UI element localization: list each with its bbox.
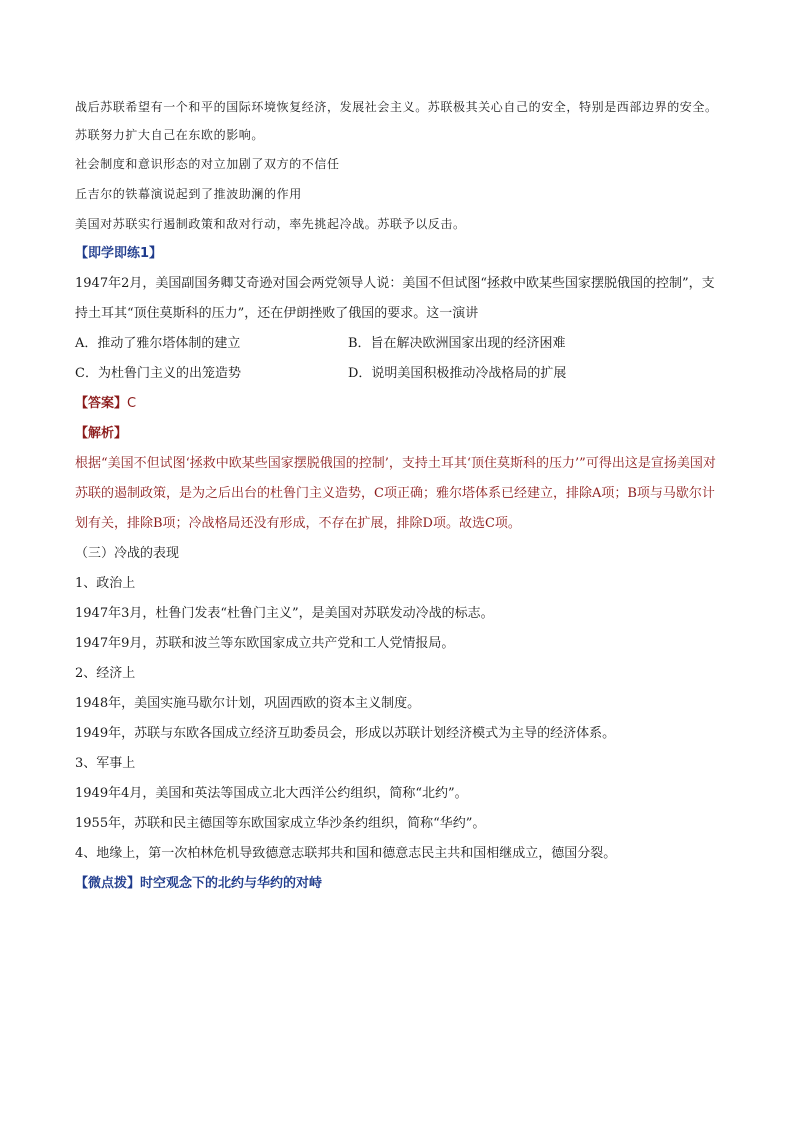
section-sub2-item-2: 1949年，苏联与东欧各国成立经济互助委员会，形成以苏联计划经济模式为主导的经济体系。	[75, 726, 616, 741]
intro-paragraph-4: 美国对苏联实行遏制政策和敌对行动，率先挑起冷战。苏联予以反击。	[75, 217, 466, 231]
section-sub2-item-1: 1948年，美国实施马歇尔计划，巩固西欧的资本主义制度。	[75, 696, 421, 711]
section-sub1-item-1: 1947年3月，杜鲁门发表“杜鲁门主义”，是美国对苏联发动冷战的标志。	[75, 606, 494, 621]
section-sub1: 1、政治上	[75, 576, 136, 591]
analysis-heading	[75, 419, 725, 449]
answer-tag: 【答案】	[75, 396, 128, 411]
section-sub1-item-2: 1947年9月，苏联和波兰等东欧国家成立共产党和工人党情报局。	[75, 636, 455, 651]
practice-question: 1947年2月，美国副国务卿艾奇逊对国会两党领导人说：美国不但试图“拯救中欧某些国家摆脱俄国的控制”，支持土耳其“顶住莫斯科的压力”，还在伊朗挫败了俄国的要求。这一演讲	[75, 276, 715, 321]
intro-paragraph-2: 社会制度和意识形态的对立加剧了双方的不信任	[75, 157, 340, 171]
section-sub2: 2、经济上	[75, 666, 136, 681]
option-c: C．为杜鲁门主义的出笼造势	[75, 366, 241, 381]
intro-paragraph-1: 战后苏联希望有一个和平的国际环境恢复经济，发展社会主义。苏联极其关心自己的安全，特别是西部边界的安全。苏联努力扩大自己在东欧的影响。	[75, 100, 718, 142]
practice-heading: 【即学即练1】	[75, 246, 163, 261]
analysis-text: 根据“美国不但试图‘拯救中欧某些国家摆脱俄国的控制’，支持土耳其‘顶住莫斯科的压力’”可得出这是宣扬美国对苏联的遏制政策，是为之后出台的杜鲁门主义造势，C项正确；雅尔塔体系已经建立，排除A项；B项与马歇尔计划有关，排除B项；冷战格局还没有形成，不存在扩展，排除D项。故选C项。	[75, 456, 716, 531]
analysis-tag: 【解析】	[75, 426, 128, 441]
answer-value: C	[127, 396, 137, 411]
option-a: A．推动了雅尔塔体制的建立	[75, 336, 241, 351]
section-title: （三）冷战的表现	[75, 546, 180, 561]
section-sub3-item-2: 1955年，苏联和民主德国等东欧国家成立华沙条约组织，简称“华约”。	[75, 816, 486, 831]
answer-line	[75, 389, 725, 419]
section-sub3-item-1: 1949年4月，美国和英法等国成立北大西洋公约组织，简称“北约”。	[75, 786, 468, 801]
document-page	[75, 93, 725, 899]
intro-paragraph-3: 丘吉尔的铁幕演说起到了推波助澜的作用	[75, 187, 302, 201]
section-sub4: 4、地缘上，第一次柏林危机导致德意志联邦共和国和德意志民主共和国相继成立，德国分裂。	[75, 846, 617, 861]
option-b: B．旨在解决欧洲国家出现的经济困难	[348, 336, 566, 351]
practice-options	[75, 329, 725, 389]
section-sub3: 3、军事上	[75, 756, 136, 771]
tip-heading: 【微点拨】时空观念下的北约与华约的对峙	[75, 876, 323, 891]
option-d: D．说明美国积极推动冷战格局的扩展	[348, 366, 567, 381]
